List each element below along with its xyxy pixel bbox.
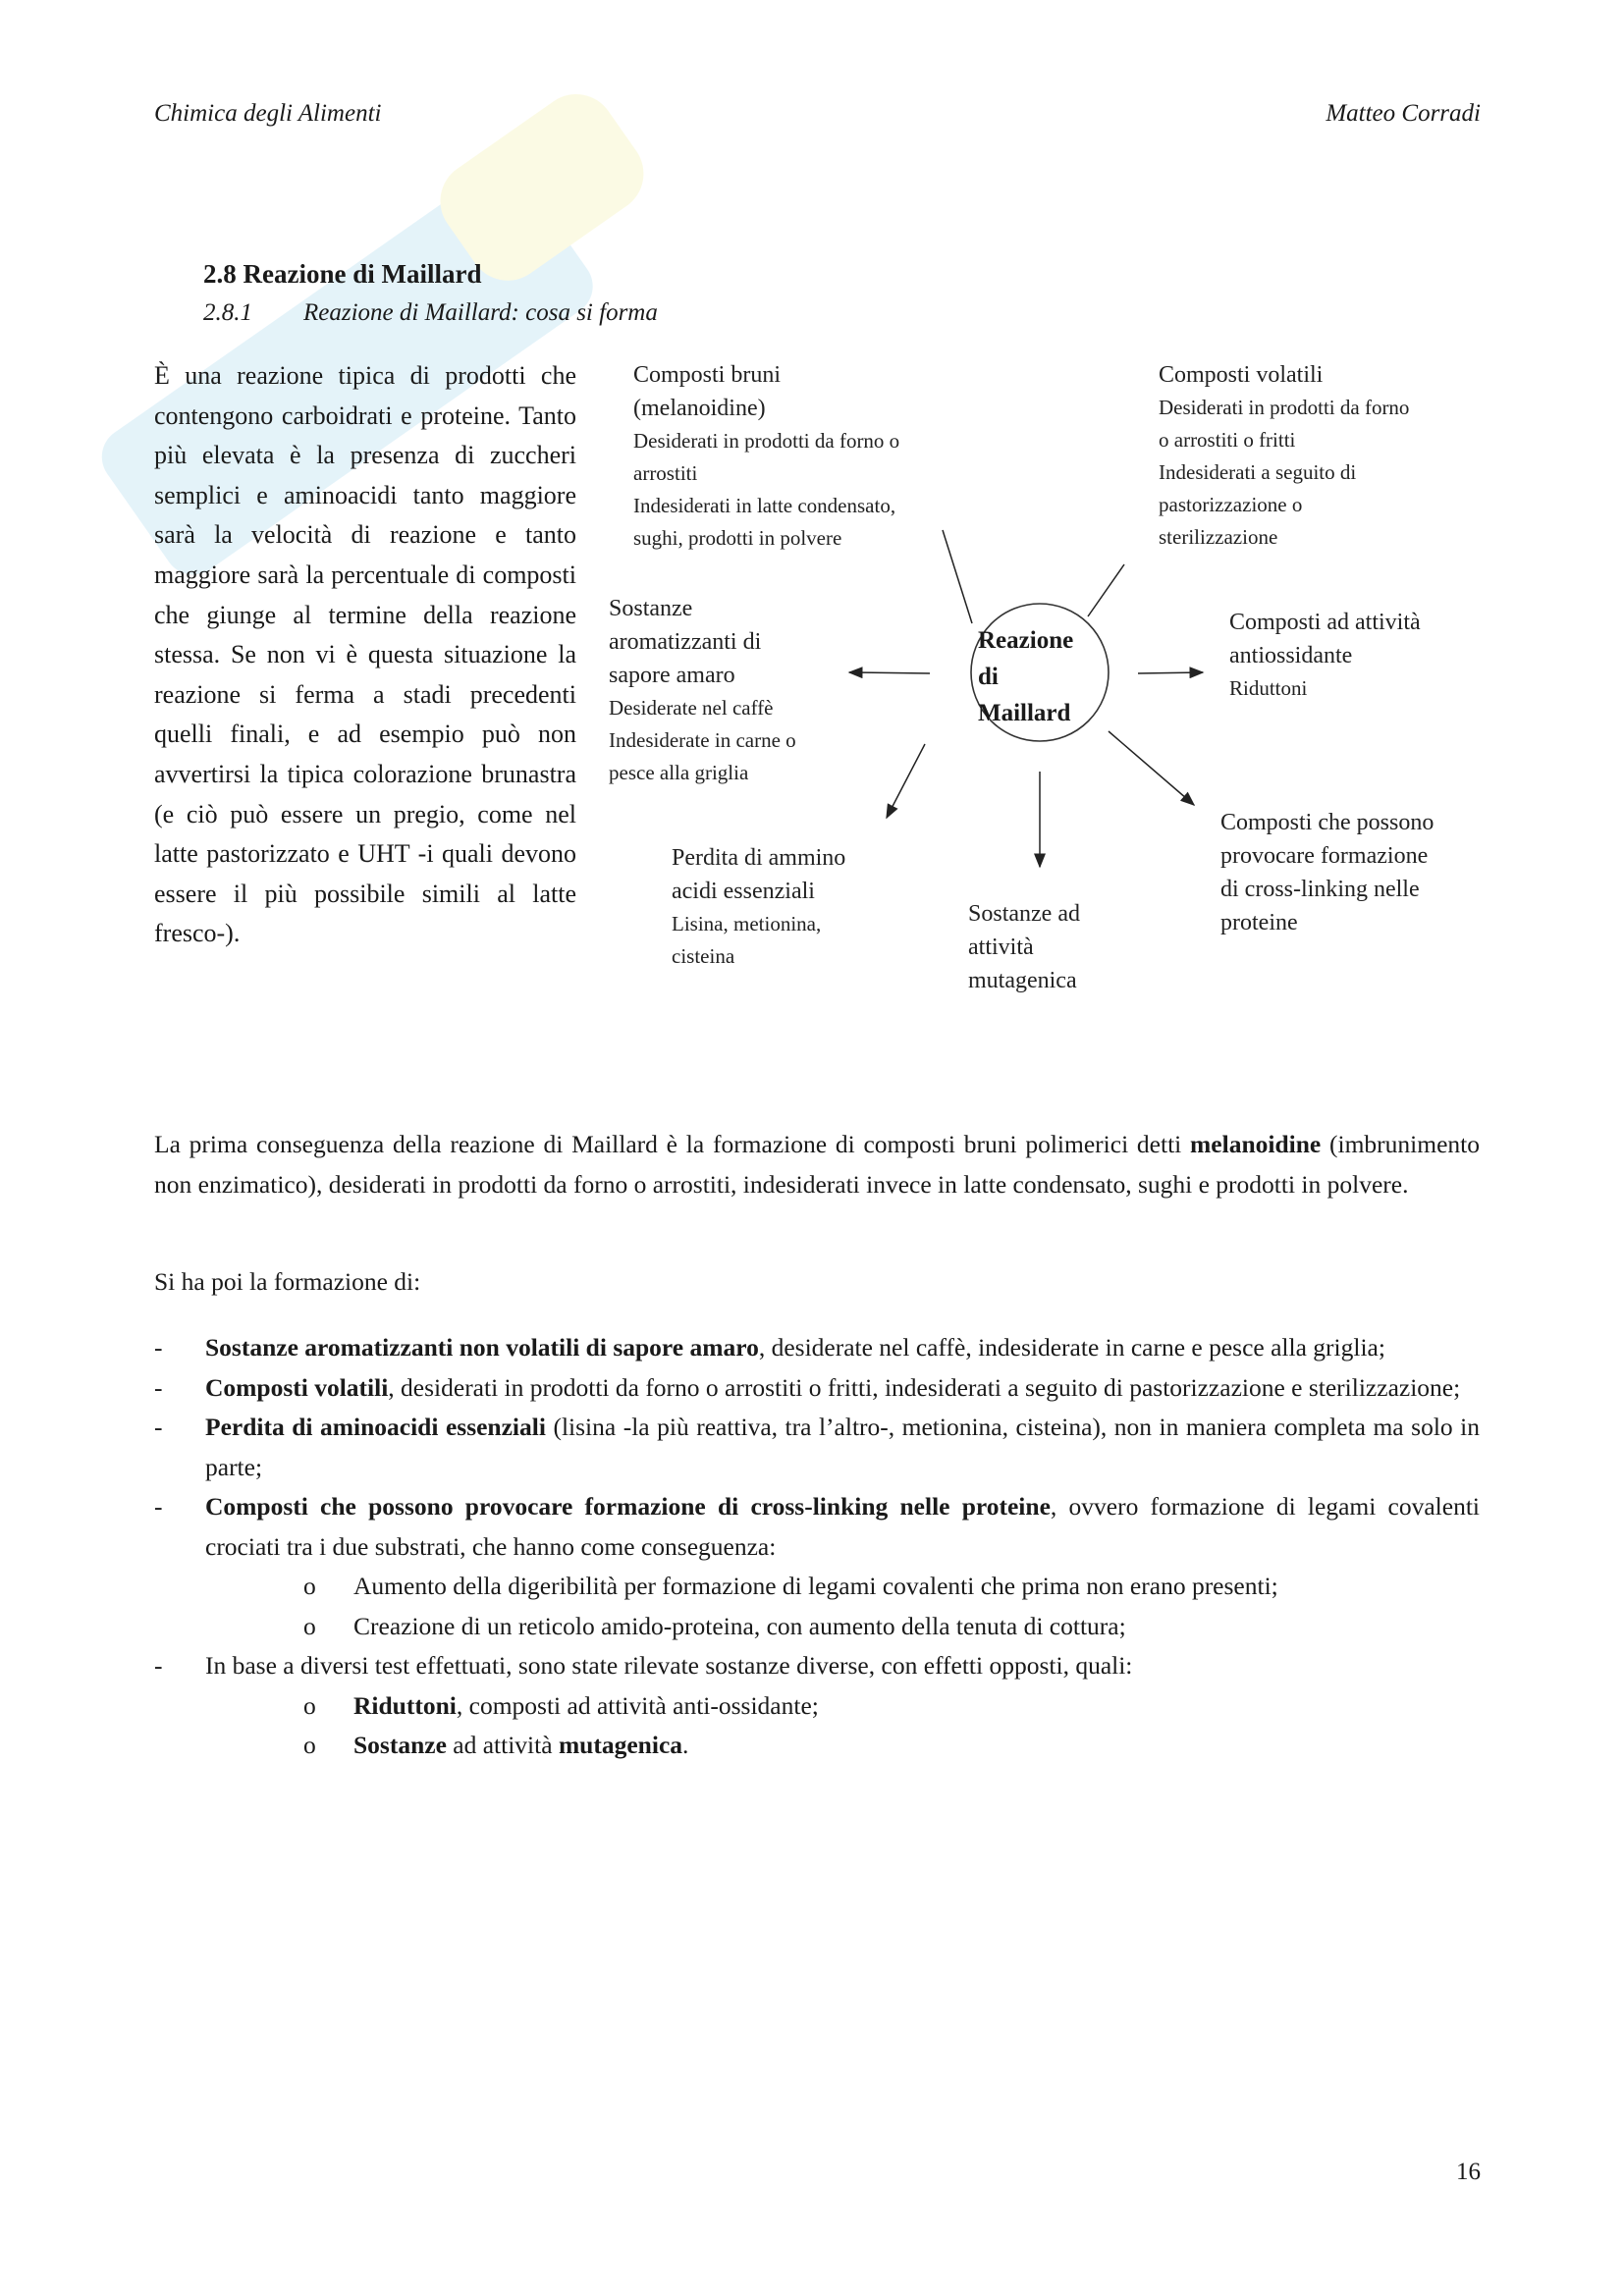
sub-list-item: o Aumento della digeribilità per formazione di legami covalenti che prima non erano presenti;	[303, 1572, 1278, 1600]
list-item: - In base a diversi test effettuati, sono state rilevate sostanze diverse, con effetti opposti, quali:	[154, 1651, 1133, 1680]
label-sostanze-mutageniche: Sostanze ad attività mutagenica	[968, 901, 1080, 993]
label-composti-volatili: Composti volatili Desiderati in prodotti da forno o arrostiti o fritti Indesiderati a seguito di pastorizzazione o sterilizzazione	[1159, 362, 1410, 549]
label-cross-linking: Composti che possono provocare formazione di cross-linking nelle proteine	[1220, 810, 1435, 935]
arrow-bruni	[943, 530, 972, 623]
arrow-perdita	[887, 744, 925, 818]
header-author: Matteo Corradi	[1326, 100, 1481, 127]
list-intro: Si ha poi la formazione di:	[154, 1267, 421, 1296]
label-perdita-amminoacidi: Perdita di ammino acidi essenziali Lisina, metionina, cisteina	[672, 845, 846, 968]
list-item: - Composti volatili, desiderati in prodotti da forno o arrostiti o fritti, indesiderati a seguito di pastorizzazione e sterilizzazione;	[154, 1372, 1461, 1402]
list-item: - Composti che possono provocare formazione di cross-linking nelle proteine, ovvero formazione di legami covalenti crociati tra i due substrati, che hanno come conseguenza:	[154, 1492, 1480, 1561]
center-line-2: di	[978, 664, 999, 690]
subsection-number: 2.8.1	[203, 299, 252, 326]
arrow-volatili	[1088, 564, 1124, 616]
label-sostanze-aromatizzanti: Sostanze aromatizzanti di sapore amaro Desiderate nel caffè Indesiderate in carne o pesce alla griglia	[609, 596, 796, 784]
sub-list-item: o Creazione di un reticolo amido-proteina, con aumento della tenuta di cottura;	[303, 1611, 1126, 1640]
subsection-text: Reazione di Maillard: cosa si forma	[303, 299, 658, 326]
diagram-center-label	[978, 622, 1073, 731]
section-title: 2.8 Reazione di Maillard	[203, 259, 482, 289]
sub-list-item: o Riduttoni, composti ad attività anti-ossidante;	[303, 1690, 819, 1720]
term-melanoidine: melanoidine	[1190, 1130, 1322, 1158]
arrow-cross	[1109, 731, 1194, 805]
intro-paragraph: È una reazione tipica di prodotti che contengono carboidrati e proteine. Tanto più elevata è la presenza di zuccheri semplici e aminoacidi tanto maggiore sarà la velocità di reazione e tanto maggiore sarà la percentuale di composti che giunge al termine della reazione stessa. Se non vi è questa situazione la reazione si ferma a stadi precedenti quelli finali, e ad esempio può non avvertirsi la tipica colorazione brunastra (e ciò può essere un pregio, come nel latte pastorizzato e UHT -i quali devono essere il più possibile simili al latte fresco-).	[154, 361, 576, 948]
list-item: - Perdita di aminoacidi essenziali (lisina -la più reattiva, tra l’altro-, metionina, cisteina), non in maniera completa ma solo in parte;	[154, 1413, 1480, 1481]
arrow-sostanze	[849, 672, 930, 673]
page-number: 16	[1456, 2159, 1481, 2185]
list-item: - Sostanze aromatizzanti non volatili di sapore amaro, desiderate nel caffè, indesiderate in carne e pesce alla griglia;	[154, 1333, 1385, 1362]
subsection-title	[203, 299, 658, 327]
label-composti-bruni: Composti bruni (melanoidine) Desiderati in prodotti da forno o arrostiti Indesiderati in latte condensato, sughi, prodotti in polvere	[633, 362, 900, 550]
center-line-1: Reazione	[978, 627, 1074, 654]
label-composti-antiossidanti: Composti ad attività antiossidante Riduttoni	[1229, 610, 1421, 700]
center-line-3: Maillard	[978, 700, 1071, 726]
sub-list-item: o Sostanze ad attività mutagenica.	[303, 1731, 689, 1759]
arrow-antiox	[1138, 672, 1203, 673]
maillard-diagram	[589, 348, 1492, 1036]
consequences-list	[154, 1328, 1480, 1766]
main-paragraph: La prima conseguenza della reazione di Maillard è la formazione di composti bruni polimerici detti melanoidine (imbrunimento non enzimatico), desiderati in prodotti da forno o arrostiti, indesiderati invece in latte condensato, sughi e prodotti in polvere.	[154, 1130, 1480, 1199]
header-course-title: Chimica degli Alimenti	[154, 100, 382, 127]
